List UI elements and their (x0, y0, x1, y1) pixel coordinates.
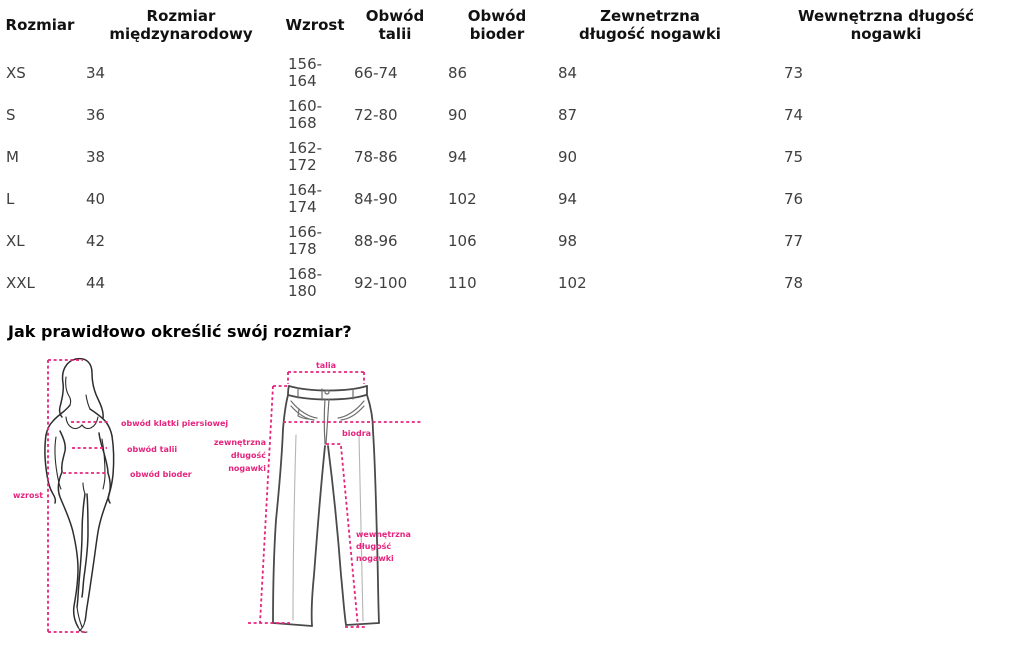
size-table (0, 0, 1024, 304)
table-cell: 78-86 (354, 147, 398, 166)
header-wzrost: Wzrost (285, 16, 345, 35)
table-cell: 44 (86, 273, 106, 292)
header-obwod-bioder: Obwód bioder (467, 7, 527, 43)
header-zewnetrzna-dlugosc: Zewnetrzna długość nogawki (579, 7, 721, 43)
trousers-measurement-lines (248, 372, 423, 627)
table-cell: 98 (558, 231, 578, 250)
table-cell: 73 (784, 63, 804, 82)
svg-text:długość: długość (356, 542, 392, 551)
table-cell: 72-80 (354, 105, 398, 124)
table-cell: 84-90 (354, 189, 398, 208)
outer-leg-measure-line (260, 386, 273, 623)
table-cell: 102 (448, 189, 477, 208)
table-cell: M (6, 147, 19, 166)
height-label: wzrost (13, 491, 44, 500)
table-cell: XS (6, 63, 26, 82)
table-cell: 86 (448, 63, 468, 82)
table-cell: 168-180 (288, 265, 323, 300)
table-cell: 164-174 (288, 181, 323, 216)
header-wewnetrzna-dlugosc: Wewnętrzna długość nogawki (797, 7, 975, 43)
table-row (0, 136, 1024, 178)
svg-text:nogawki: nogawki (228, 464, 266, 473)
table-cell: L (6, 189, 15, 208)
table-row (0, 94, 1024, 136)
table-cell: 76 (784, 189, 804, 208)
table-cell: 94 (448, 147, 468, 166)
table-cell: 87 (558, 105, 578, 124)
inner-leg-label (356, 530, 411, 563)
svg-text:zewnętrzna: zewnętrzna (213, 438, 266, 447)
table-row (0, 52, 1024, 94)
table-cell: S (6, 105, 16, 124)
header-rozmiar: Rozmiar (5, 16, 75, 35)
svg-text:wewnętrzna: wewnętrzna (356, 530, 411, 539)
table-cell: 90 (558, 147, 578, 166)
table-cell: XL (6, 231, 25, 250)
table-cell: 74 (784, 105, 804, 124)
table-cell: 36 (86, 105, 106, 124)
table-cell: 92-100 (354, 273, 408, 292)
table-row (0, 178, 1024, 220)
table-cell: 88-96 (354, 231, 398, 250)
waist-label: obwód talii (127, 445, 178, 454)
table-cell: 66-74 (354, 63, 398, 82)
table-header-row (0, 0, 1024, 52)
table-cell: 162-172 (288, 139, 323, 174)
table-cell: 75 (784, 147, 804, 166)
header-obwod-talii: Obwód talii (365, 7, 425, 43)
table-cell: 42 (86, 231, 106, 250)
table-cell: 90 (448, 105, 468, 124)
table-cell: 38 (86, 147, 106, 166)
table-cell: 40 (86, 189, 106, 208)
trousers-waist-label: talia (315, 361, 337, 370)
hips-label: obwód bioder (130, 470, 192, 479)
table-cell: 34 (86, 63, 106, 82)
chest-label: obwód klatki piersiowej (121, 419, 229, 428)
table-cell: 166-178 (288, 223, 323, 258)
table-cell: 84 (558, 63, 578, 82)
table-cell: 110 (448, 273, 477, 292)
svg-text:długość: długość (230, 451, 266, 460)
table-cell: XXL (6, 273, 35, 292)
table-cell: 102 (558, 273, 587, 292)
how-to-measure-heading: Jak prawidłowo określić swój rozmiar? (8, 322, 352, 341)
table-row (0, 220, 1024, 262)
outer-leg-label (214, 438, 266, 473)
body-silhouette-drawing (45, 359, 114, 633)
table-cell: 106 (448, 231, 477, 250)
trousers-measurement-diagram (195, 355, 445, 645)
svg-text:nogawki: nogawki (356, 554, 394, 563)
table-row (0, 262, 1024, 304)
table-cell: 156-164 (288, 55, 323, 90)
table-cell: 160-168 (288, 97, 323, 132)
header-rozmiar-miedzynarodowy: Rozmiar międzynarodowy (109, 7, 253, 43)
table-cell: 77 (784, 231, 804, 250)
table-cell: 94 (558, 189, 578, 208)
table-cell: 78 (784, 273, 804, 292)
trousers-hips-label: biodra (342, 429, 372, 438)
